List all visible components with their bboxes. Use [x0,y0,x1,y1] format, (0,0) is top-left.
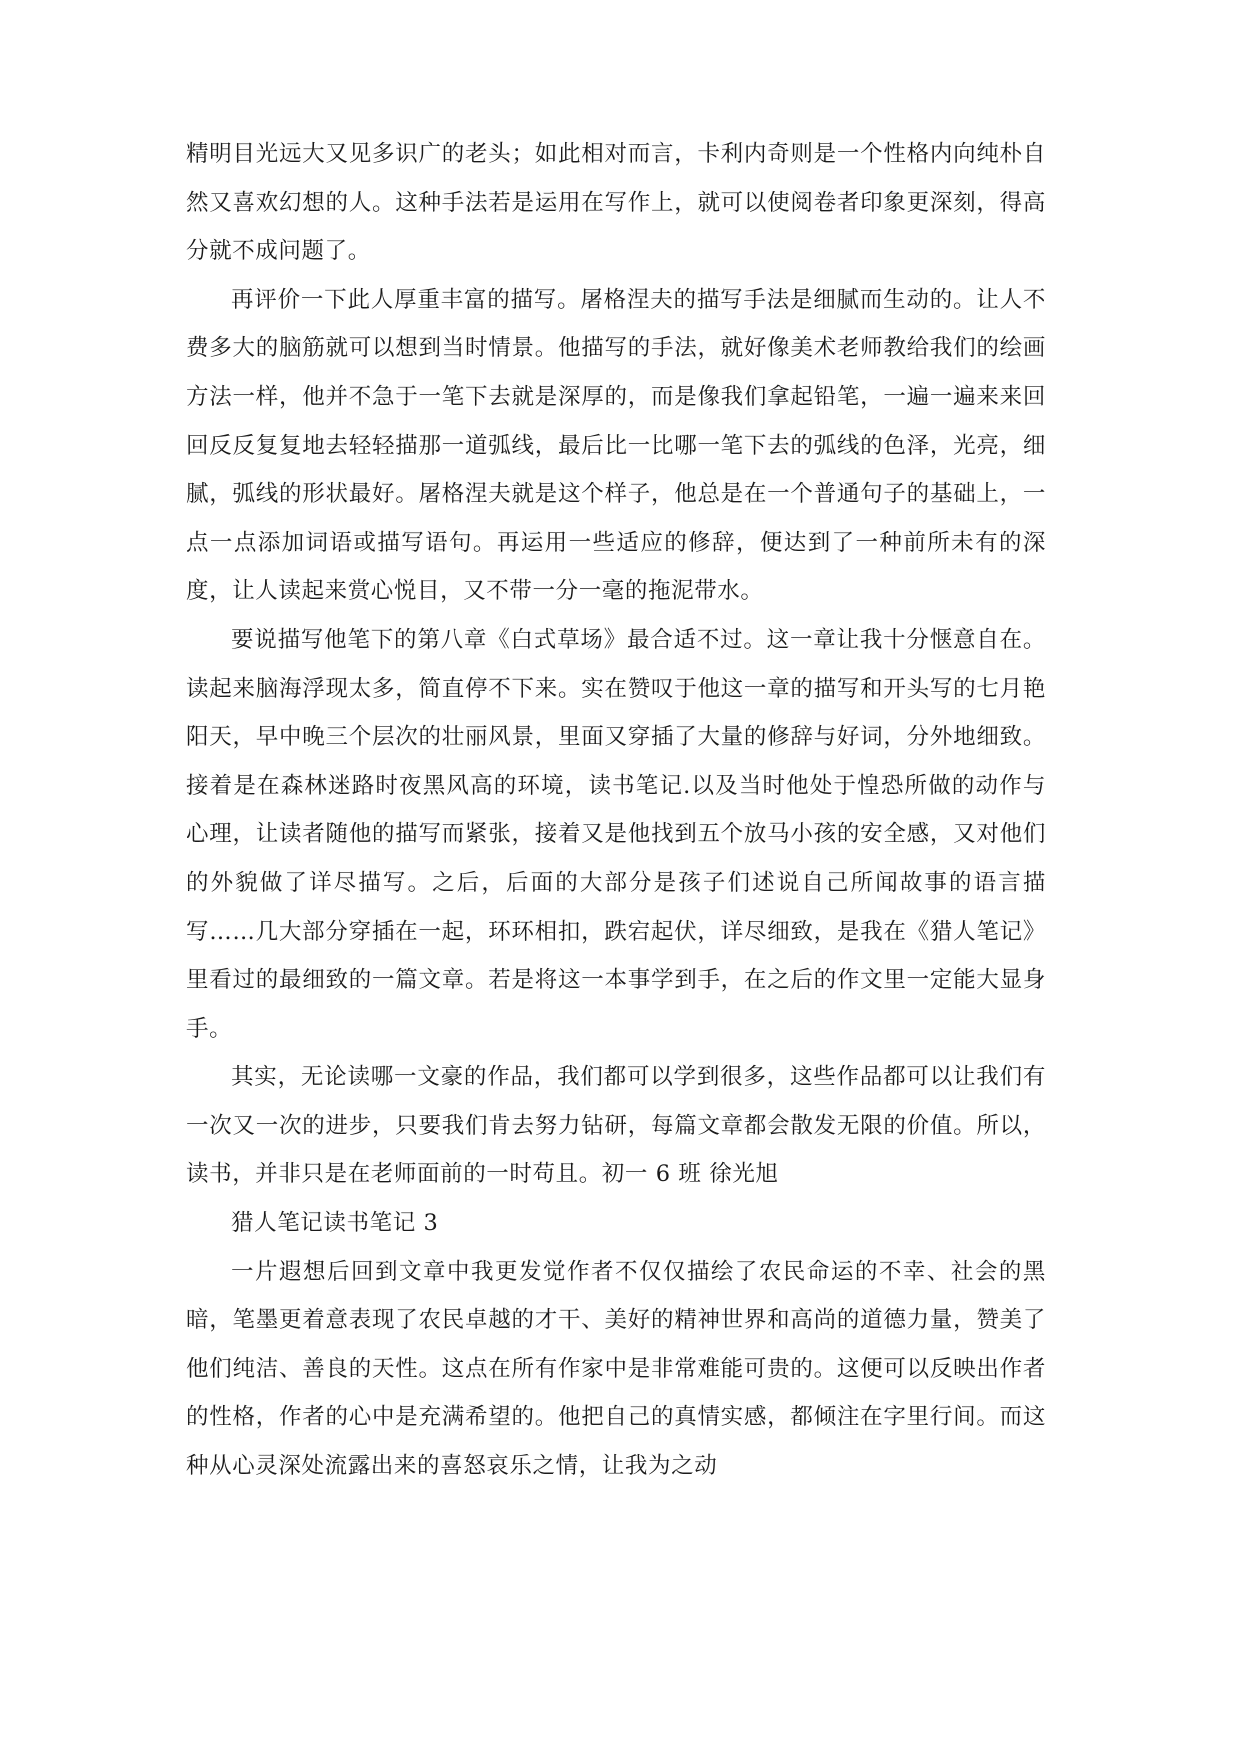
paragraph-description-style: 再评价一下此人厚重丰富的描写。屠格涅夫的描写手法是细腻而生动的。让人不费多大的脑筋就可以想到当时情景。他描写的手法，就好像美术老师教给我们的绘画方法一样，他并不急于一笔下去就是深厚的，而是像我们拿起铅笔，一遍一遍来来回回反反复复地去轻轻描那一道弧线，最后比一比哪一笔下去的弧线的色泽，光亮，细腻，弧线的形状最好。屠格涅夫就是这个样子，他总是在一个普通句子的基础上，一点一点添加词语或描写语句。再运用一些适应的修辞，便达到了一种前所未有的深度，让人读起来赏心悦目，又不带一分一毫的拖泥带水。 [186,286,1046,605]
paragraph-reflection: 一片遐想后回到文章中我更发觉作者不仅仅描绘了农民命运的不幸、社会的黑暗，笔墨更着意表现了农民卓越的才干、美好的精神世界和高尚的道德力量，赞美了他们纯洁、善良的天性。这点在所有作家中是非常难能可贵的。这便可以反映出作者的性格，作者的心中是充满希望的。他把自己的真情实感，都倾注在字里行间。而这种从心灵深处流露出来的喜怒哀乐之情，让我为之动 [186,1258,1046,1480]
paragraph-continuation: 精明目光远大又见多识广的老头；如此相对而言，卡利内奇则是一个性格内向纯朴自然又喜欢幻想的人。这种手法若是运用在写作上，就可以使阅卷者印象更深刻，得高分就不成问题了。 [186,141,1046,265]
paragraph-conclusion: 其实，无论读哪一文豪的作品，我们都可以学到很多，这些作品都可以让我们有一次又一次的进步，只要我们肯去努力钻研，每篇文章都会散发无限的价值。所以，读书，并非只是在老师面前的一时苟且。初一 6 班 徐光旭 [186,1064,1046,1188]
document-body [186,130,1046,1491]
paragraph-chapter-eight: 要说描写他笔下的第八章《白式草场》最合适不过。这一章让我十分惬意自在。读起来脑海浮现太多，简直停不下来。实在赞叹于他这一章的描写和开头写的七月艳阳天，早中晚三个层次的壮丽风景，里面又穿插了大量的修辞与好词，分外地细致。接着是在森林迷路时夜黑风高的环境，读书笔记.以及当时他处于惶恐所做的动作与心理，让读者随他的描写而紧张，接着又是他找到五个放马小孩的安全感，又对他们的外貌做了详尽描写。之后，后面的大部分是孩子们述说自己所闻故事的语言描写……几大部分穿插在一起，环环相扣，跌宕起伏，详尽细致，是我在《猎人笔记》里看过的最细致的一篇文章。若是将这一本事学到手，在之后的作文里一定能大显身手。 [186,626,1046,1042]
section-title: 猎人笔记读书笔记 3 [231,1210,439,1237]
